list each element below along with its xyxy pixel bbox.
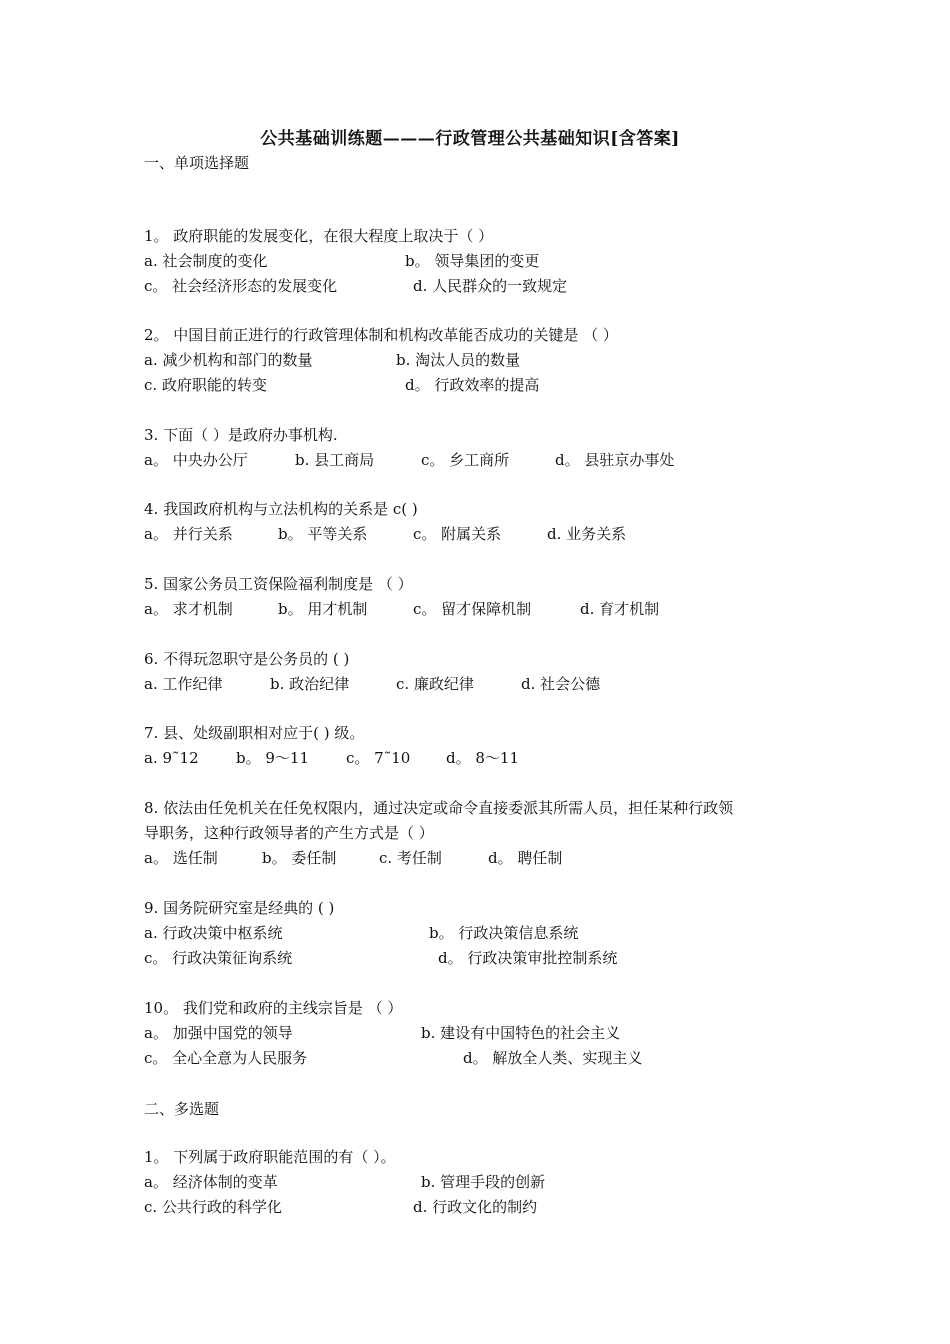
option-b: b。 行政决策信息系统 <box>429 924 579 942</box>
option-d: d. 社会公德 <box>521 675 601 693</box>
option-b: b。 委任制 <box>262 849 337 867</box>
option-a: a。 中央办公厅 <box>144 451 248 469</box>
option-d: d。 解放全人类、实现主义 <box>463 1049 643 1067</box>
option-c: c. 公共行政的科学化 <box>144 1198 282 1216</box>
question-1: 1。 政府职能的发展变化，在很大程度上取决于（ ） <box>144 227 494 245</box>
option-d: d. 行政文化的制约 <box>413 1198 538 1216</box>
option-c: c. 考任制 <box>379 849 442 867</box>
option-d: d。 8～11 <box>446 749 520 767</box>
option-a: a。 选任制 <box>144 849 218 867</box>
option-b: b。 领导集团的变更 <box>405 252 540 270</box>
option-a: a. 工作纪律 <box>144 675 223 693</box>
option-c: c. 政府职能的转变 <box>144 376 267 394</box>
option-d: d. 育才机制 <box>580 600 660 618</box>
question-2: 2。 中国目前正进行的行政管理体制和机构改革能否成功的关键是 （ ） <box>144 326 618 344</box>
question-7: 7. 县、处级副职相对应于( ) 级。 <box>144 724 365 742</box>
option-c: c. 廉政纪律 <box>396 675 474 693</box>
option-c: c。 7˜10 <box>346 749 411 767</box>
document-title: 公共基础训练题———行政管理公共基础知识[含答案] <box>260 129 680 149</box>
option-b: b. 政治纪律 <box>270 675 350 693</box>
option-b: b. 管理手段的创新 <box>421 1173 546 1191</box>
option-b: b。 平等关系 <box>278 525 368 543</box>
option-b: b. 淘汰人员的数量 <box>396 351 521 369</box>
question-6: 6. 不得玩忽职守是公务员的 ( ) <box>144 650 350 668</box>
option-c: c。 行政决策征询系统 <box>144 949 293 967</box>
question-9: 9. 国务院研究室是经典的 ( ) <box>144 899 335 917</box>
option-b: b。 9～11 <box>236 749 310 767</box>
option-d: d。 行政效率的提高 <box>405 376 540 394</box>
question-4: 4. 我国政府机构与立法机构的关系是 c( ) <box>144 500 418 518</box>
option-a: a。 经济体制的变革 <box>144 1173 278 1191</box>
option-c: c。 乡工商所 <box>421 451 510 469</box>
question-5: 5. 国家公务员工资保险福利制度是 （ ） <box>144 575 413 593</box>
option-a: a. 行政决策中枢系统 <box>144 924 283 942</box>
question-10: 10。 我们党和政府的主线宗旨是 （ ） <box>144 999 403 1017</box>
question-multi-1: 1。 下列属于政府职能范围的有（ ）。 <box>144 1148 396 1166</box>
option-c: c。 社会经济形态的发展变化 <box>144 277 338 295</box>
option-c: c。 留才保障机制 <box>413 600 532 618</box>
option-c: c。 全心全意为人民服务 <box>144 1049 308 1067</box>
option-d: d。 聘任制 <box>488 849 563 867</box>
option-a: a。 求才机制 <box>144 600 233 618</box>
question-8: 8. 依法由任免机关在任免权限内，通过决定或命令直接委派其所需人员，担任某种行政领 <box>144 799 734 817</box>
option-a: a。 加强中国党的领导 <box>144 1024 293 1042</box>
option-a: a。 并行关系 <box>144 525 233 543</box>
option-c: c。 附属关系 <box>413 525 502 543</box>
question-3: 3. 下面（ ）是政府办事机构. <box>144 426 338 444</box>
option-d: d. 业务关系 <box>547 525 627 543</box>
question-8-continued: 导职务，这种行政领导者的产生方式是（ ） <box>144 824 434 842</box>
option-a: a. 9˜12 <box>144 749 199 767</box>
option-d: d. 人民群众的一致规定 <box>413 277 568 295</box>
option-b: b。 用才机制 <box>278 600 368 618</box>
option-a: a. 社会制度的变化 <box>144 252 268 270</box>
option-a: a. 减少机构和部门的数量 <box>144 351 313 369</box>
section-heading-single-choice: 一、单项选择题 <box>144 154 250 172</box>
option-b: b. 县工商局 <box>295 451 375 469</box>
option-b: b. 建设有中国特色的社会主义 <box>421 1024 621 1042</box>
option-d: d。 行政决策审批控制系统 <box>438 949 618 967</box>
section-heading-multiple-choice: 二、多选题 <box>144 1100 220 1118</box>
option-d: d。 县驻京办事处 <box>555 451 675 469</box>
